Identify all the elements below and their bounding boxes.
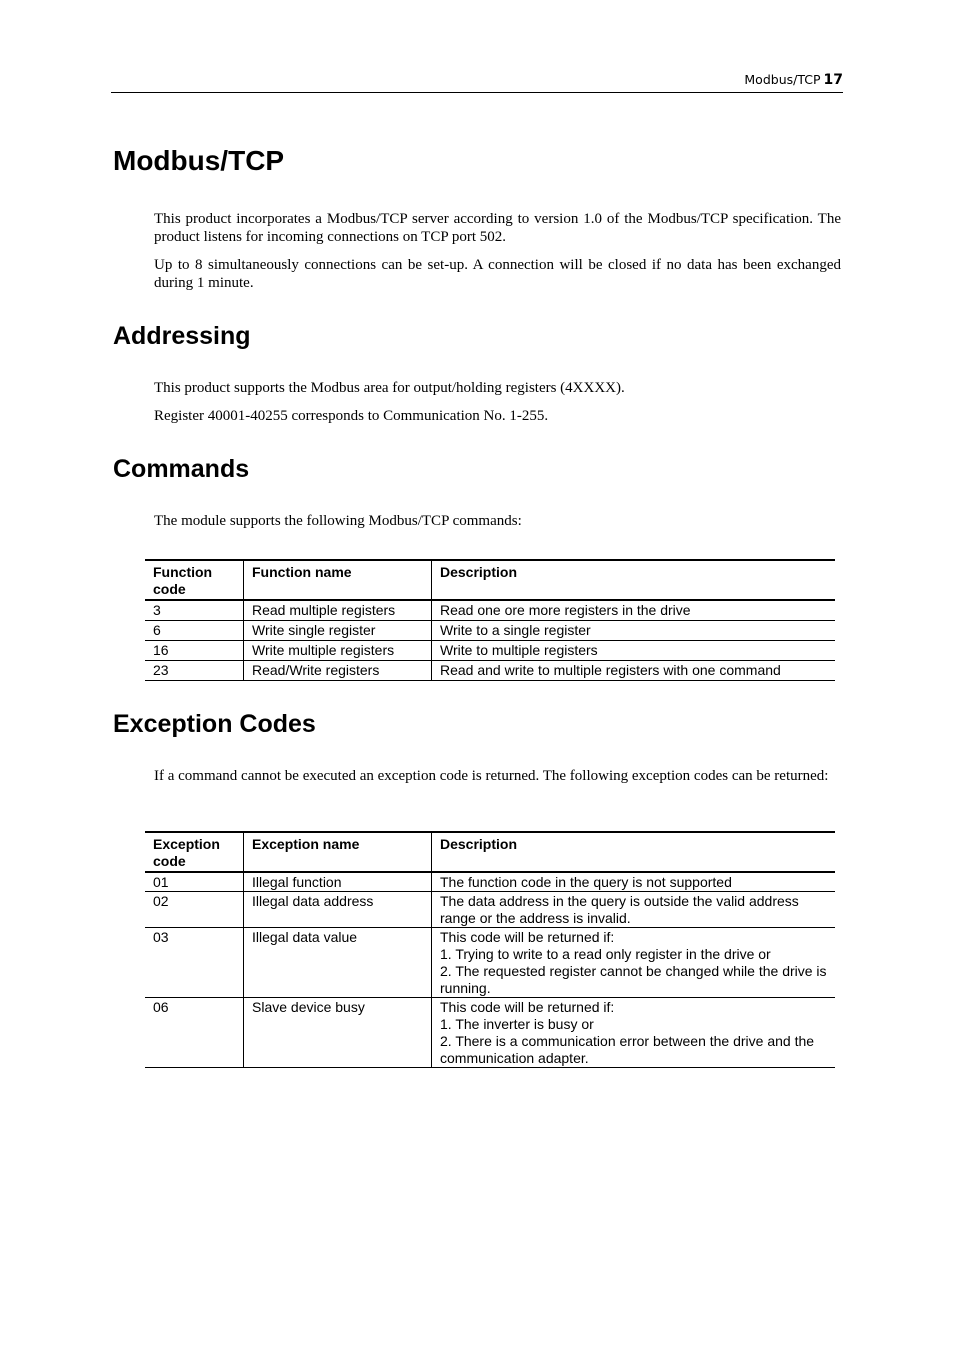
exception-codes-heading: Exception Codes: [113, 710, 316, 738]
description-cell: This code will be returned if: 1. Trying to write to a read only register in the drive or 2. The requested register cannot be changed while the drive is running.: [432, 928, 836, 998]
exceptions-col-exception-code: Exception code: [153, 836, 220, 869]
function-code-cell: 6: [153, 621, 161, 638]
commands-col-function-name: Function name: [244, 560, 432, 600]
table-row: [145, 600, 835, 620]
function-code-cell: 16: [153, 641, 169, 658]
table-row: [145, 640, 835, 660]
exception-codes-table: [145, 831, 835, 1068]
commands-col-function-code: Function code: [153, 564, 213, 597]
description-cell: Write to a single register: [432, 620, 836, 640]
description-cell: Write to multiple registers: [432, 640, 836, 660]
exception-code-cell: 01: [153, 874, 169, 890]
description-cell: Read one ore more registers in the drive: [432, 600, 836, 620]
intro-paragraph-2: Up to 8 simultaneously connections can be set-up. A connection will be closed if no data has been exchanged during 1 minute.: [154, 257, 841, 291]
exception-name-cell: Illegal data value: [244, 928, 432, 998]
table-row: [145, 872, 835, 892]
function-name-cell: Read/Write registers: [244, 660, 432, 680]
addressing-heading: Addressing: [113, 322, 251, 350]
exception-name-cell: Illegal data address: [244, 892, 432, 928]
table-row: [145, 660, 835, 680]
running-header: [111, 70, 843, 93]
commands-table: [145, 559, 835, 681]
commands-heading: Commands: [113, 455, 250, 483]
addressing-paragraph-2: Register 40001-40255 corresponds to Communication No. 1-255.: [154, 408, 549, 424]
exceptions-col-exception-name: Exception name: [244, 832, 432, 872]
exception-code-cell: 03: [153, 929, 169, 945]
description-cell: Read and write to multiple registers with one command: [432, 660, 836, 680]
exceptions-col-description: Description: [432, 832, 836, 872]
description-cell: This code will be returned if: 1. The inverter is busy or 2. There is a communication error between the drive and the communication adapter.: [432, 998, 836, 1068]
table-row: [145, 892, 835, 928]
exception-name-cell: Slave device busy: [244, 998, 432, 1068]
table-row: [145, 998, 835, 1068]
intro-paragraph-1: This product incorporates a Modbus/TCP server according to version 1.0 of the Modbus/TCP specification. The product listens for incoming connections on TCP port 502.: [154, 211, 841, 245]
function-name-cell: Write single register: [244, 620, 432, 640]
function-name-cell: Read multiple registers: [244, 600, 432, 620]
commands-table-header-row: [145, 560, 835, 600]
exception-code-cell: 06: [153, 999, 169, 1015]
exceptions-table-header-row: [145, 832, 835, 872]
running-header-section: Modbus/TCP: [744, 72, 821, 87]
function-name-cell: Write multiple registers: [244, 640, 432, 660]
addressing-paragraph-1: This product supports the Modbus area for output/holding registers (4XXXX).: [154, 380, 625, 396]
description-cell: The function code in the query is not supported: [432, 872, 836, 892]
table-row: [145, 928, 835, 998]
function-code-cell: 3: [153, 602, 161, 618]
commands-col-description: Description: [432, 560, 836, 600]
page-title: Modbus/TCP: [113, 145, 285, 176]
exception-name-cell: Illegal function: [244, 872, 432, 892]
exception-code-cell: 02: [153, 893, 169, 909]
exception-codes-intro: If a command cannot be executed an exception code is returned. The following exception codes can be returned:: [154, 768, 829, 784]
table-row: [145, 620, 835, 640]
description-cell: The data address in the query is outside the valid address range or the address is invalid.: [432, 892, 836, 928]
page-number: 17: [823, 72, 843, 88]
function-code-cell: 23: [153, 661, 169, 678]
commands-intro: The module supports the following Modbus/TCP commands:: [154, 513, 522, 529]
